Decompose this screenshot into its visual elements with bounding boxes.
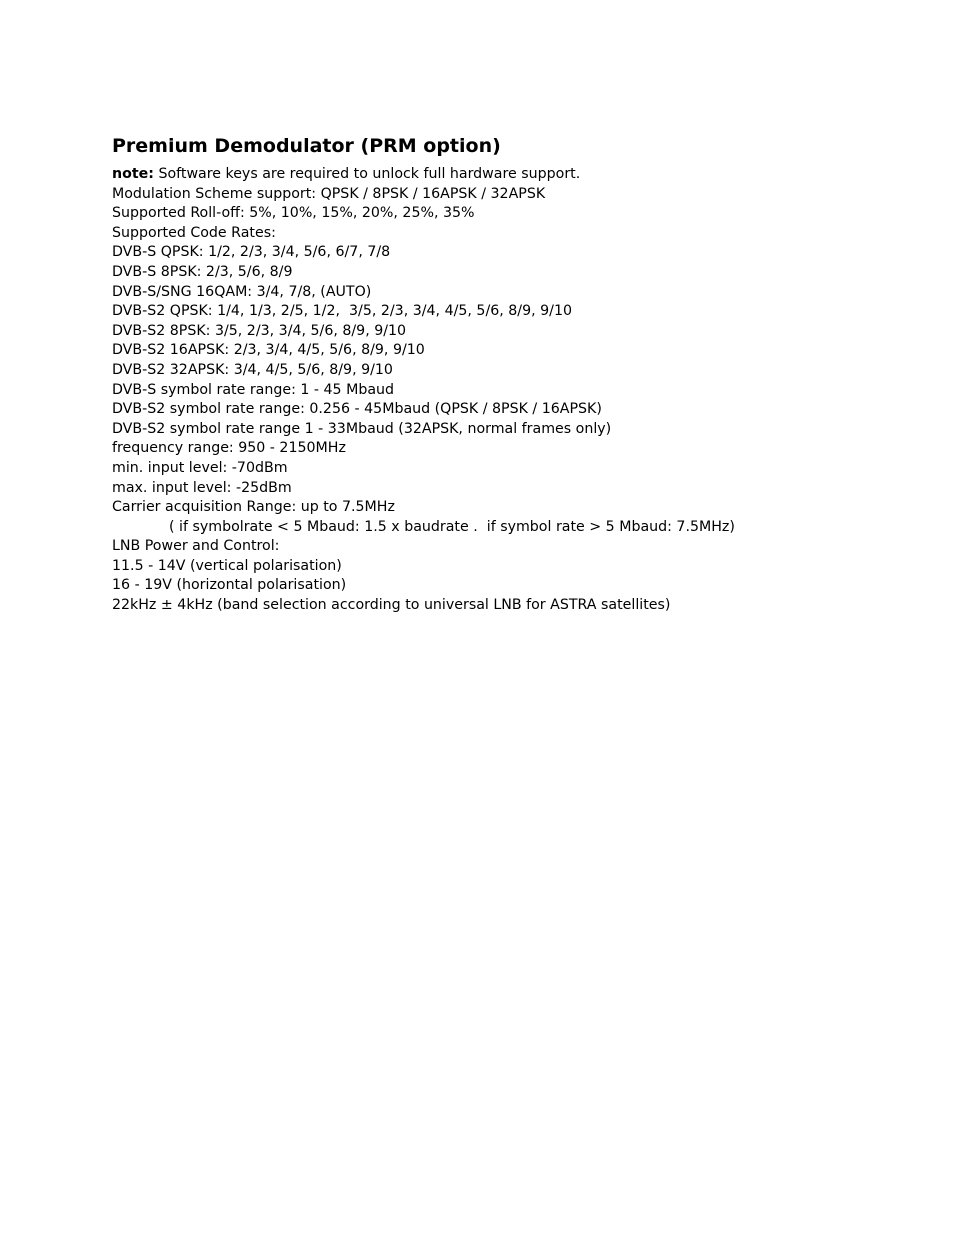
note-label: note: [112, 166, 154, 182]
spec-line-lnb-vertical: 11.5 - 14V (vertical polarisation) [112, 557, 342, 574]
spec-line-max-input-level: max. input level: -25dBm [112, 479, 292, 496]
note-text: Software keys are required to unlock full hardware support. [153, 166, 581, 182]
spec-line-dvbs-qpsk: DVB-S QPSK: 1/2, 2/3, 3/4, 5/6, 6/7, 7/8 [112, 244, 391, 261]
document-page [112, 133, 912, 616]
spec-line-dvbs-symbol-rate: DVB-S symbol rate range: 1 - 45 Mbaud [112, 381, 395, 398]
spec-line-frequency-range: frequency range: 950 - 2150MHz [112, 440, 346, 457]
spec-line-dvbs2-8psk: DVB-S2 8PSK: 3/5, 2/3, 3/4, 5/6, 8/9, 9/10 [112, 322, 407, 339]
spec-line-carrier-acquisition-detail: ( if symbolrate < 5 Mbaud: 1.5 x baudrate . if symbol rate > 5 Mbaud: 7.5MHz) [169, 518, 735, 535]
spec-line-dvbs-8psk: DVB-S 8PSK: 2/3, 5/6, 8/9 [112, 263, 293, 280]
spec-line-dvbs-sng-16qam: DVB-S/SNG 16QAM: 3/4, 7/8, (AUTO) [112, 283, 372, 300]
spec-line-lnb-horizontal: 16 - 19V (horizontal polarisation) [112, 577, 347, 594]
spec-line-dvbs2-32apsk: DVB-S2 32APSK: 3/4, 4/5, 5/6, 8/9, 9/10 [112, 361, 393, 378]
spec-line-dvbs2-symbol-rate: DVB-S2 symbol rate range: 0.256 - 45Mbaud (QPSK / 8PSK / 16APSK) [112, 401, 602, 418]
spec-line-carrier-acquisition: Carrier acquisition Range: up to 7.5MHz [112, 499, 395, 516]
spec-line-lnb-22khz: 22kHz ± 4kHz (band selection according to universal LNB for ASTRA satellites) [112, 597, 671, 614]
note-line [112, 165, 912, 185]
spec-line-modulation-scheme: Modulation Scheme support: QPSK / 8PSK / 16APSK / 32APSK [112, 185, 546, 202]
spec-line-dvbs2-symbol-rate-32apsk: DVB-S2 symbol rate range 1 - 33Mbaud (32APSK, normal frames only) [112, 420, 612, 437]
spec-list [112, 165, 912, 616]
spec-line-lnb-power-heading: LNB Power and Control: [112, 538, 280, 555]
spec-line-min-input-level: min. input level: -70dBm [112, 459, 288, 476]
spec-line-roll-off: Supported Roll-off: 5%, 10%, 15%, 20%, 25%, 35% [112, 205, 475, 222]
spec-line-dvbs2-16apsk: DVB-S2 16APSK: 2/3, 3/4, 4/5, 5/6, 8/9, 9/10 [112, 342, 425, 359]
spec-line-code-rates-heading: Supported Code Rates: [112, 224, 276, 241]
spec-line-dvbs2-qpsk: DVB-S2 QPSK: 1/4, 1/3, 2/5, 1/2, 3/5, 2/3, 3/4, 4/5, 5/6, 8/9, 9/10 [112, 303, 572, 320]
section-heading: Premium Demodulator (PRM option) [112, 135, 501, 157]
